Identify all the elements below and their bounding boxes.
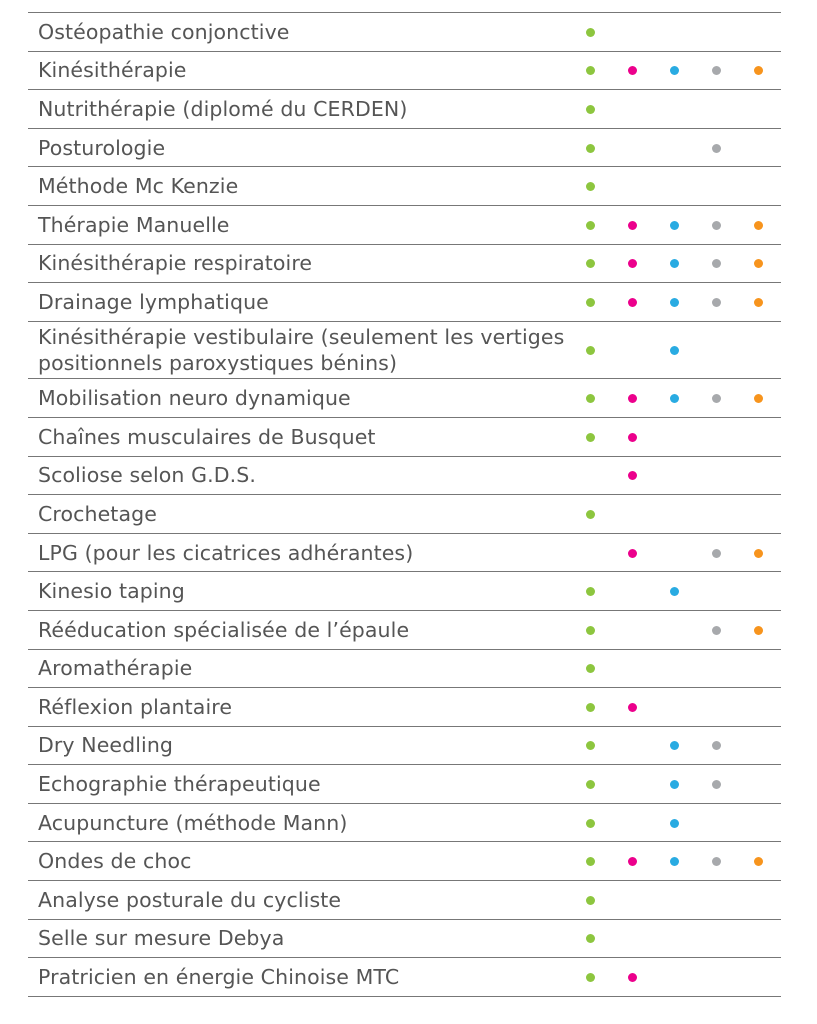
row-label: LPG (pour les cicatrices adhérantes): [38, 540, 414, 565]
table-row: [28, 688, 781, 727]
table-row: [28, 958, 781, 997]
blue-dot-indicator: [670, 819, 679, 828]
green-dot-indicator: [586, 664, 595, 673]
green-dot-indicator: [586, 857, 595, 866]
green-dot-indicator: [586, 510, 595, 519]
row-label: Kinesio taping: [38, 579, 185, 604]
row-label: Ondes de choc: [38, 849, 192, 874]
row-label: Scoliose selon G.D.S.: [38, 463, 256, 488]
pink-dot-indicator: [628, 394, 637, 403]
green-dot-indicator: [586, 973, 595, 982]
pink-dot-indicator: [628, 973, 637, 982]
table-row: [28, 52, 781, 91]
orange-dot-indicator: [754, 221, 763, 230]
row-label: Thérapie Manuelle: [38, 212, 230, 237]
pink-dot-indicator: [628, 259, 637, 268]
green-dot-indicator: [586, 896, 595, 905]
row-label: Nutrithérapie (diplomé du CERDEN): [38, 96, 408, 121]
green-dot-indicator: [586, 587, 595, 596]
pink-dot-indicator: [628, 857, 637, 866]
green-dot-indicator: [586, 66, 595, 75]
services-table: [28, 12, 781, 997]
blue-dot-indicator: [670, 857, 679, 866]
table-row: [28, 881, 781, 920]
green-dot-indicator: [586, 144, 595, 153]
row-label: Aromathérapie: [38, 656, 193, 681]
row-label: Méthode Mc Kenzie: [38, 174, 239, 199]
orange-dot-indicator: [754, 626, 763, 635]
green-dot-indicator: [586, 934, 595, 943]
row-label: Ostéopathie conjonctive: [38, 19, 290, 44]
table-row: [28, 322, 781, 380]
table-row: [28, 13, 781, 52]
blue-dot-indicator: [670, 221, 679, 230]
pink-dot-indicator: [628, 433, 637, 442]
blue-dot-indicator: [670, 780, 679, 789]
blue-dot-indicator: [670, 394, 679, 403]
table-row: [28, 283, 781, 322]
table-row: [28, 765, 781, 804]
orange-dot-indicator: [754, 259, 763, 268]
green-dot-indicator: [586, 433, 595, 442]
green-dot-indicator: [586, 182, 595, 191]
pink-dot-indicator: [628, 471, 637, 480]
pink-dot-indicator: [628, 66, 637, 75]
blue-dot-indicator: [670, 259, 679, 268]
orange-dot-indicator: [754, 298, 763, 307]
gray-dot-indicator: [712, 857, 721, 866]
orange-dot-indicator: [754, 857, 763, 866]
green-dot-indicator: [586, 394, 595, 403]
gray-dot-indicator: [712, 66, 721, 75]
orange-dot-indicator: [754, 394, 763, 403]
pink-dot-indicator: [628, 549, 637, 558]
table-row: [28, 611, 781, 650]
green-dot-indicator: [586, 298, 595, 307]
table-row: [28, 727, 781, 766]
table-row: [28, 920, 781, 959]
orange-dot-indicator: [754, 549, 763, 558]
gray-dot-indicator: [712, 741, 721, 750]
green-dot-indicator: [586, 28, 595, 37]
green-dot-indicator: [586, 741, 595, 750]
gray-dot-indicator: [712, 780, 721, 789]
table-row: [28, 245, 781, 284]
row-label: Réflexion plantaire: [38, 694, 233, 719]
row-label: Dry Needling: [38, 733, 174, 758]
row-label: Drainage lymphatique: [38, 289, 269, 314]
row-label: Analyse posturale du cycliste: [38, 887, 342, 912]
table-row: [28, 804, 781, 843]
blue-dot-indicator: [670, 298, 679, 307]
row-label: Kinésithérapie: [38, 58, 187, 83]
row-label: Pratricien en énergie Chinoise MTC: [38, 965, 400, 990]
gray-dot-indicator: [712, 549, 721, 558]
pink-dot-indicator: [628, 298, 637, 307]
row-label: Echographie thérapeutique: [38, 772, 321, 797]
orange-dot-indicator: [754, 66, 763, 75]
pink-dot-indicator: [628, 221, 637, 230]
green-dot-indicator: [586, 703, 595, 712]
pink-dot-indicator: [628, 703, 637, 712]
blue-dot-indicator: [670, 66, 679, 75]
gray-dot-indicator: [712, 298, 721, 307]
green-dot-indicator: [586, 626, 595, 635]
row-label: Rééducation spécialisée de l’épaule: [38, 617, 410, 642]
row-label: Acupuncture (méthode Mann): [38, 810, 348, 835]
table-row: [28, 90, 781, 129]
row-label: Chaînes musculaires de Busquet: [38, 424, 376, 449]
green-dot-indicator: [586, 259, 595, 268]
table-row: [28, 842, 781, 881]
green-dot-indicator: [586, 221, 595, 230]
blue-dot-indicator: [670, 346, 679, 355]
row-label: Posturologie: [38, 135, 166, 160]
table-row: [28, 167, 781, 206]
row-label: Kinésithérapie respiratoire: [38, 251, 313, 276]
table-row: [28, 534, 781, 573]
table-row: [28, 495, 781, 534]
table-row: [28, 418, 781, 457]
row-label: Mobilisation neuro dynamique: [38, 386, 351, 411]
row-label: Selle sur mesure Debya: [38, 926, 285, 951]
green-dot-indicator: [586, 346, 595, 355]
gray-dot-indicator: [712, 626, 721, 635]
table-row: [28, 379, 781, 418]
table-row: [28, 650, 781, 689]
green-dot-indicator: [586, 780, 595, 789]
blue-dot-indicator: [670, 587, 679, 596]
gray-dot-indicator: [712, 221, 721, 230]
table-row: [28, 457, 781, 496]
green-dot-indicator: [586, 105, 595, 114]
gray-dot-indicator: [712, 144, 721, 153]
green-dot-indicator: [586, 819, 595, 828]
table-row: [28, 206, 781, 245]
row-label: Crochetage: [38, 501, 157, 526]
gray-dot-indicator: [712, 259, 721, 268]
table-row: [28, 572, 781, 611]
blue-dot-indicator: [670, 741, 679, 750]
table-row: [28, 129, 781, 168]
row-label: Kinésithérapie vestibulaire (seulement les vertiges positionnels paroxystiques bénins): [38, 325, 565, 376]
gray-dot-indicator: [712, 394, 721, 403]
